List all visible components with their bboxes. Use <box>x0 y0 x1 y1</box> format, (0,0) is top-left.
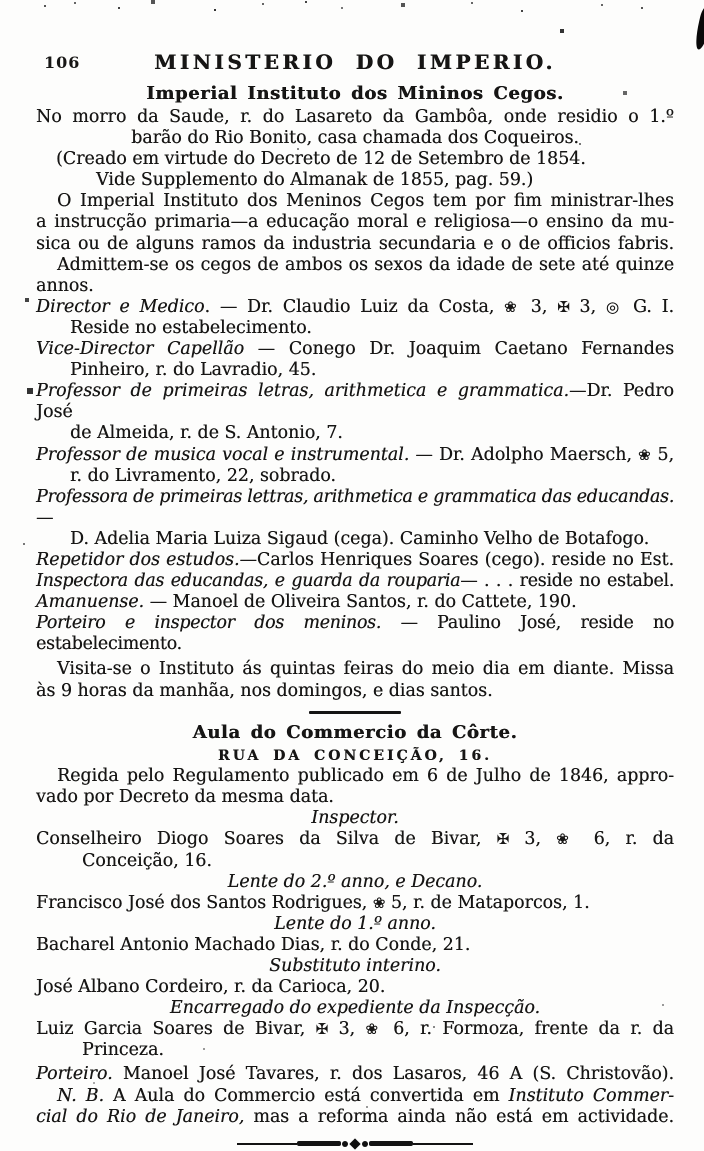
text-line <box>36 212 674 233</box>
text-line <box>36 787 674 808</box>
text-span: A Aula do Commercio está convertida em <box>103 1085 509 1106</box>
rosette-medal-icon: ❀ <box>638 445 652 464</box>
text-span: Manoel José Tavares, r. dos Lasaros, 46 A (S. Christovão). <box>112 1064 674 1085</box>
text-span: Pinheiro, r. do Lavradio, 45. <box>70 360 317 381</box>
ornament-bar <box>297 1141 341 1146</box>
text-line <box>36 571 674 592</box>
rosette-medal-icon: ❀ <box>556 830 579 849</box>
ornament-dot <box>362 1141 368 1147</box>
italic-title-text: Instituto Commer- <box>508 1085 674 1106</box>
text-line <box>36 766 674 787</box>
text-line <box>36 592 674 613</box>
text-span: a instrucção primaria—a educação moral e religiosa—o ensino da mu- <box>36 212 674 233</box>
text-span: às 9 horas da manhãa, nos domingos, e dias santos. <box>36 680 493 701</box>
text-span: — <box>36 507 54 528</box>
text-span: 6, r. da <box>578 829 674 850</box>
rosette-medal-icon: ❀ <box>365 1020 383 1039</box>
ornament-bar <box>237 1143 297 1145</box>
text-line <box>36 423 674 444</box>
text-span: barão do Rio Bonito, casa chamada dos Coqueiros. <box>131 128 579 149</box>
text-span: No morro da Saude, r. do Lasareto da Gambôa, onde residio o 1.º <box>36 107 674 127</box>
text-line <box>36 851 674 872</box>
text-line <box>36 360 674 381</box>
text-span: Reside no estabelecimento. <box>70 317 312 338</box>
text-span: Francisco José dos Santos Rodrigues, <box>36 892 373 913</box>
text-line <box>36 445 674 466</box>
circle-medal-icon: ◎ <box>605 297 624 316</box>
text-span: — Manoel de Oliveira Santos, r. do Cattete, 190. <box>144 592 577 613</box>
text-span: Princeza. <box>82 1040 164 1061</box>
text-span: — Conego Dr. Joaquim Caetano Fernandes <box>244 339 675 360</box>
italic-title-text: Amanuense. <box>36 592 145 613</box>
text-line <box>36 107 674 128</box>
text-span: —Carlos Henriques Soares (cego). reside no Est. <box>239 549 674 570</box>
text-line <box>36 318 674 339</box>
text-span: G. I. <box>623 296 674 317</box>
text-span: (Creado em virtude do Decreto de 12 de Setembro de 1854. <box>56 149 586 170</box>
italic-title-text: Professor de musica vocal e instrumental. <box>36 444 410 465</box>
text-line <box>36 170 674 191</box>
text-line <box>36 276 674 297</box>
text-span: vado por Decreto da mesma data. <box>36 787 334 808</box>
text-line <box>36 935 674 956</box>
cross-medal-icon: ✠ <box>557 297 570 316</box>
text-span: Admittem-se os cegos de ambos os sexos da idade de sete até quinze <box>57 254 674 275</box>
text-line <box>36 466 674 487</box>
text-span: Conselheiro Diogo Soares da Silva de Bivar, <box>36 829 497 850</box>
text-line <box>36 914 674 935</box>
text-span: Bacharel Antonio Machado Dias, r. do Conde, 21. <box>36 934 471 955</box>
text-line <box>36 681 674 702</box>
italic-title-text: Inspectora das educandas, e guarda da rouparia <box>36 571 461 592</box>
text-span: Vide Supplemento do Almanak de 1855, pag. 59.) <box>96 170 534 191</box>
text-line <box>36 191 674 212</box>
text-span: — . . . reside no estabel. <box>460 571 674 592</box>
italic-title-text: Professora de primeiras lettras, arithmetica e grammatica das educandas. <box>36 486 674 507</box>
ornament-bar <box>413 1143 473 1145</box>
text-line <box>36 893 674 914</box>
text-span: Inspector. <box>311 808 399 829</box>
text-span: 3, <box>569 296 606 317</box>
page-number: 106 <box>44 53 81 72</box>
text-line <box>36 1019 674 1040</box>
ornament-bar <box>369 1141 413 1146</box>
text-line <box>36 339 674 360</box>
text-span: Substituto interino. <box>269 955 441 976</box>
text-span: de Almeida, r. de S. Antonio, 7. <box>70 423 343 444</box>
section-divider-rule <box>309 711 401 715</box>
italic-title-text: cial do Rio de Janeiro, <box>36 1106 245 1127</box>
italic-title-text: Director e Medico <box>36 296 205 317</box>
text-line <box>36 149 674 170</box>
italic-title-text: Porteiro e inspector dos meninos. <box>36 613 382 634</box>
text-span: D. Adelia Maria Luiza Sigaud (cega). Caminho Velho de Botafogo. <box>70 528 650 549</box>
italic-title-text: Porteiro. <box>36 1064 113 1085</box>
text-line <box>36 128 674 149</box>
page-header-row <box>36 50 674 76</box>
text-line <box>36 1040 674 1061</box>
text-span: Imperial Instituto dos Mininos Cegos. <box>146 83 564 104</box>
text-span: — Paulino José, reside no estabelecimento. <box>36 613 674 655</box>
rosette-medal-icon: ❀ <box>372 893 386 912</box>
scan-speckles <box>0 0 2 2</box>
text-line <box>36 487 674 529</box>
text-line <box>36 977 674 998</box>
document-body <box>36 82 674 1151</box>
section-heading-aula <box>36 721 674 744</box>
cross-medal-icon: ✠ <box>315 1020 329 1039</box>
text-line <box>36 613 674 655</box>
text-line <box>36 746 674 766</box>
text-span: Visita-se o Instituto ás quintas feiras do meio dia em diante. Missa <box>57 659 674 680</box>
text-span: 3, <box>509 829 557 850</box>
text-line <box>36 808 674 829</box>
text-span: 3, <box>520 296 558 317</box>
text-span: mas a reforma ainda não está em actividade. <box>244 1106 674 1127</box>
text-line <box>36 297 674 318</box>
text-line <box>36 1064 674 1085</box>
text-span: 5, r. de Mataporcos, 1. <box>385 892 590 913</box>
text-span: Aula do Commercio da Côrte. <box>192 722 518 744</box>
text-line <box>36 1107 674 1128</box>
text-line <box>36 381 674 423</box>
italic-title-text: Repetidor dos estudos. <box>36 549 240 570</box>
section-heading-institute <box>36 82 674 105</box>
text-span: 6, r. Formoza, frente da r. da <box>382 1019 674 1040</box>
text-span: — Dr. Adolpho Maersch, <box>409 444 639 465</box>
text-span: Encarregado do expediente da Inspecção. <box>169 998 541 1019</box>
end-ornament-divider <box>237 1137 473 1151</box>
text-line <box>36 255 674 276</box>
text-line <box>36 234 674 255</box>
text-span: Regida pelo Regulamento publicado em 6 de Julho de 1846, appro- <box>57 766 674 787</box>
text-line <box>36 829 674 850</box>
text-span: . — Dr. Claudio Luiz da Costa, <box>204 296 505 317</box>
text-span: r. do Livramento, 22, sobrado. <box>70 465 336 486</box>
rosette-medal-icon: ❀ <box>504 297 521 316</box>
text-span: RUA DA CONCEIÇÃO, 16. <box>217 748 492 765</box>
text-line <box>36 998 674 1019</box>
text-span: Lente do 2.º anno, e Decano. <box>227 871 483 892</box>
cross-medal-icon: ✠ <box>496 830 510 849</box>
italic-title-text: Vice-Director Capellão <box>36 339 245 360</box>
text-span: Luiz Garcia Soares de Bivar, <box>36 1019 316 1040</box>
text-line <box>36 956 674 977</box>
text-span: O Imperial Instituto dos Meninos Cegos tem por fim ministrar-lhes <box>57 191 674 212</box>
text-span: José Albano Cordeiro, r. da Carioca, 20. <box>36 977 386 998</box>
text-line <box>36 1086 674 1107</box>
journal-title: MINISTERIO DO IMPERIO. <box>154 50 556 74</box>
text-span: 3, <box>328 1019 366 1040</box>
italic-title-text: Professor de primeiras letras, arithmetica e grammatica. <box>36 381 570 402</box>
ornament-dot <box>342 1141 348 1147</box>
italic-title-text: N. B. <box>57 1085 104 1106</box>
ornament-diamond <box>349 1138 360 1149</box>
text-line <box>36 659 674 680</box>
text-span: 5, <box>651 444 674 465</box>
text-span: —Dr. Pedro José <box>36 381 674 423</box>
text-span: annos. <box>36 275 94 296</box>
text-line <box>36 550 674 571</box>
text-span: Conceição, 16. <box>82 850 212 871</box>
text-span: Lente do 1.º anno. <box>274 913 436 934</box>
text-line <box>36 529 674 550</box>
text-line <box>36 872 674 893</box>
text-span: sica ou de alguns ramos da industria secundaria e o de officios fabris. <box>36 233 674 254</box>
